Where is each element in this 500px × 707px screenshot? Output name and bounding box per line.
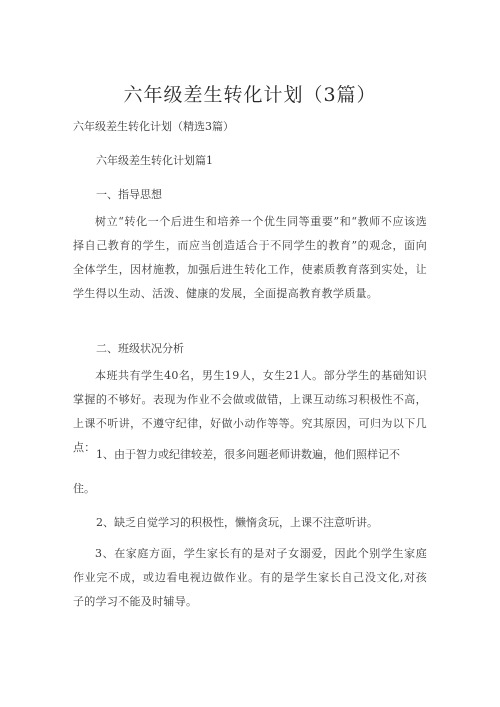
heading-guiding-thought: 一、指导思想 bbox=[96, 188, 162, 201]
list-item-3: 3、在家庭方面，学生家长有的是对子女溺爱，因此个别学生家庭作业完不成，或边看电视边做作业。有的是学生家长自己没文化,对孩子的学习不能及时辅导。 bbox=[73, 547, 427, 608]
list-item-1-line1: 1、由于智力或纪律较差，很多问题老师讲数遍，他们照样记不 bbox=[96, 448, 400, 461]
paragraph-guiding-thought: 树立“转化一个后进生和培养一个优生同等重要”和“教师不应该选择自己教育的学生，而应当创造适合于不同学生的教育”的观念，面向全体学生，因材施教，加强后进生转化工作，使素质教育落到实处，让学生得以生动、活泼、健康的发展，全面提高教育教学质量。 bbox=[73, 215, 427, 300]
document-subtitle: 六年级差生转化计划（精选3篇） bbox=[73, 120, 234, 133]
section-title: 六年级差生转化计划篇1 bbox=[96, 154, 213, 167]
list-item-2: 2、缺乏自觉学习的积极性，懒惰贪玩，上课不注意听讲。 bbox=[96, 516, 378, 529]
heading-class-analysis: 二、班级状况分析 bbox=[96, 342, 184, 355]
list-item-1-line2: 住。 bbox=[73, 482, 95, 495]
document-title: 六年级差生转化计划（3篇） bbox=[123, 84, 377, 106]
paragraph-class-analysis: 本班共有学生40名，男生19人，女生21人。部分学生的基础知识掌握的不够好。表现为作业不会做或做错，上课互动练习积极性不高，上课不听讲，不遵守纪律，好做小动作等等。究其原因，可归为以下几点： bbox=[73, 369, 427, 454]
